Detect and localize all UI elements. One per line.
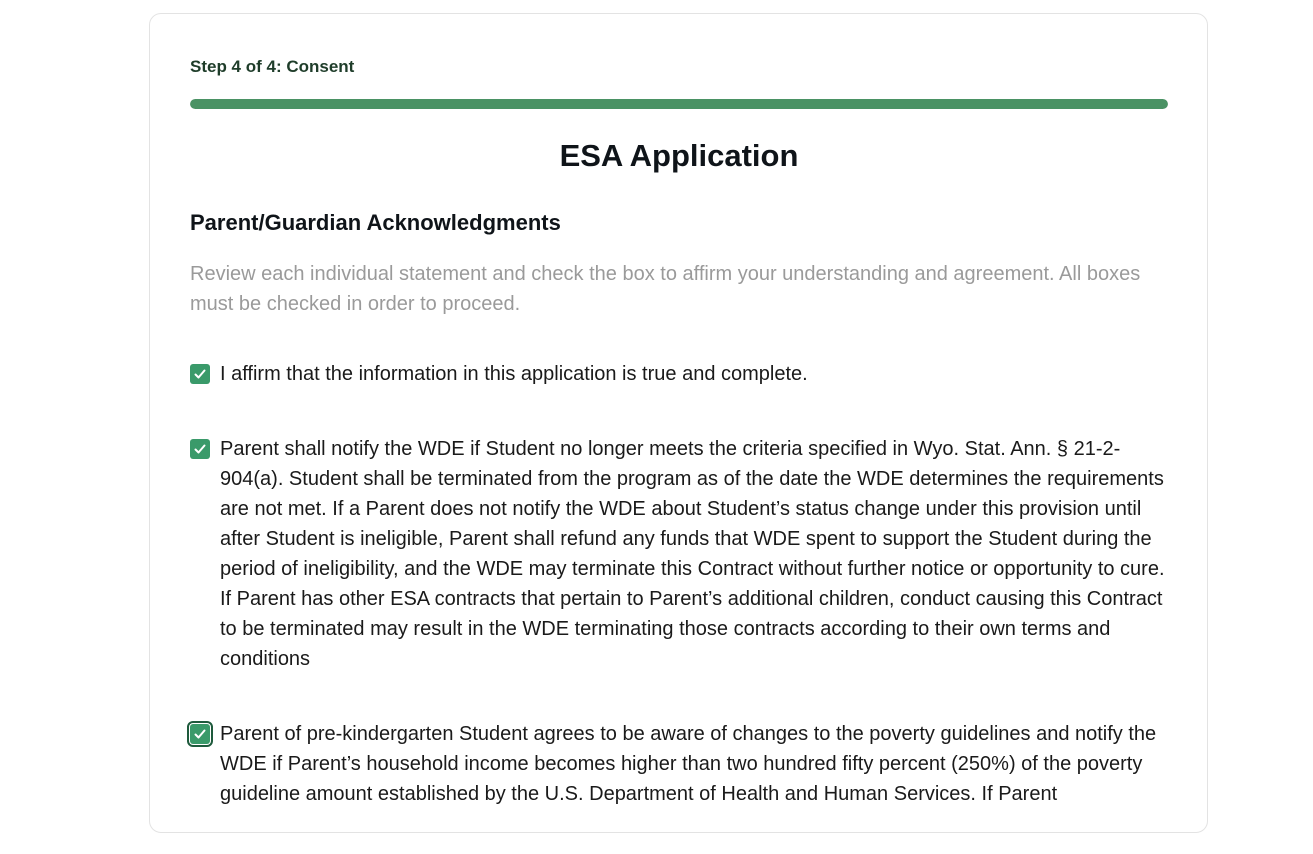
page-title: ESA Application	[559, 138, 799, 173]
application-card	[149, 13, 1208, 833]
acknowledgment-item	[190, 359, 1168, 389]
progress-bar	[190, 99, 1168, 109]
acknowledgment-text: Parent shall notify the WDE if Student no longer meets the criteria specified in Wyo. Stat. Ann. § 21-2-904(a). Student shall be terminated from the program as of the date the WDE determines the requirements are not met. If a Parent does not notify the WDE about Student’s status change under this provision until after Student is ineligible, Parent shall refund any funds that WDE spent to support the Student during the period of ineligibility, and the WDE may terminate this Contract without further notice or opportunity to cure. If Parent has other ESA contracts that pertain to Parent’s additional children, conduct causing this Contract to be terminated may result in the WDE terminating those contracts according to their own terms and conditions	[220, 438, 1165, 670]
progress-bar-fill	[190, 99, 1168, 109]
check-icon	[193, 442, 207, 456]
acknowledgment-checkbox[interactable]	[190, 364, 210, 384]
step-indicator: Step 4 of 4: Consent	[190, 57, 355, 76]
acknowledgment-text: Parent of pre-kindergarten Student agrees to be aware of changes to the poverty guidelines and notify the WDE if Parent’s household income becomes higher than two hundred fifty percent (250%) of the poverty guideline amount established by the U.S. Department of Health and Human Services. If Parent	[220, 723, 1157, 805]
section-heading: Parent/Guardian Acknowledgments	[190, 210, 561, 235]
acknowledgment-item	[190, 719, 1168, 809]
acknowledgment-checkbox[interactable]	[190, 439, 210, 459]
check-icon	[193, 727, 207, 741]
acknowledgment-text: I affirm that the information in this application is true and complete.	[220, 363, 808, 385]
acknowledgment-item	[190, 434, 1168, 674]
acknowledgment-list	[190, 359, 1168, 854]
instructions-text: Review each individual statement and check the box to affirm your understanding and agreement. All boxes must be checked in order to proceed.	[190, 263, 1141, 315]
acknowledgment-checkbox[interactable]	[190, 724, 210, 744]
check-icon	[193, 367, 207, 381]
